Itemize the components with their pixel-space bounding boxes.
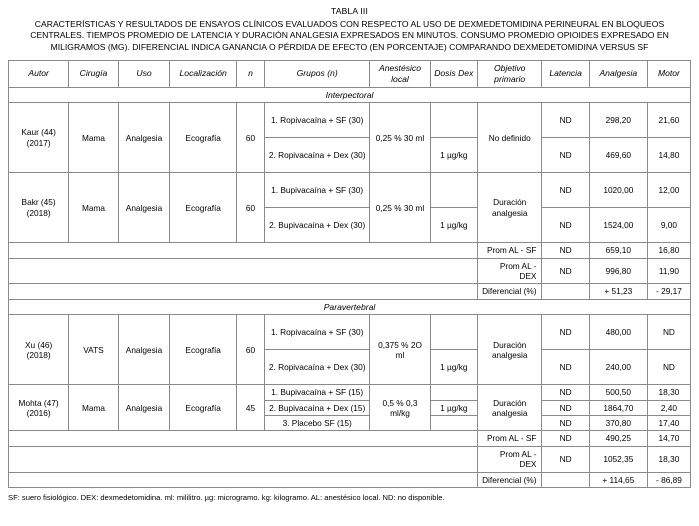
summary-label: Prom AL - SF [477, 243, 542, 258]
table-caption: CARACTERÍSTICAS Y RESULTADOS DE ENSAYOS CLÍNICOS EVALUADOS CON RESPECTO AL USO DE DEXMEDETOMIDINA PERINEURAL EN BLOQUEOS CENTRALES. TIEMPOS PROMEDIO DE LATENCIA Y DURACIÓN ANALGESIA EXPRESADOS EN MINUTOS. CONSUMO PROMEDIO OPIOIDES EXPRESADO EN MILIGRAMOS (MG). DIFERENCIAL INDICA GANANCIA O PÉRDIDA DE EFECTO (EN PORCENTAJE) COMPARANDO DEXMEDETOMIDINA VERSUS SF [30, 19, 669, 52]
summary-latencia [542, 284, 589, 299]
summary-analgesia: + 114,65 [589, 472, 647, 487]
header-row [9, 61, 691, 87]
summary-latencia: ND [542, 446, 589, 472]
cell-grupo: 2. Bupivacaína + Dex (30) [264, 208, 369, 243]
table-label: TABLA III [330, 6, 369, 16]
cell-analgesia: 298,20 [589, 103, 647, 138]
cell-grupo: 1. Ropivacaína + SF (30) [264, 315, 369, 350]
summary-analgesia: 996,80 [589, 258, 647, 284]
cell-motor: 12,00 [647, 173, 690, 208]
cell-uso: Analgesia [118, 385, 170, 431]
cell-localizacion: Ecografía [170, 103, 237, 173]
header-motor: Motor [647, 61, 690, 87]
cell-dosis [430, 385, 477, 400]
cell-dosis: 1 µg/kg [430, 138, 477, 173]
summary-label: Diferencial (%) [477, 472, 542, 487]
section-name-interpectoral: Interpectoral [9, 87, 691, 103]
cell-motor: ND [647, 315, 690, 350]
cell-analgesia: 240,00 [589, 350, 647, 385]
summary-spacer [9, 284, 478, 299]
header-objetivo-primario: Objetivo primario [477, 61, 542, 87]
cell-cirugia: Mama [69, 103, 118, 173]
cell-analgesia: 469,60 [589, 138, 647, 173]
summary-latencia: ND [542, 243, 589, 258]
cell-motor: 14,80 [647, 138, 690, 173]
summary-latencia: ND [542, 431, 589, 446]
summary-row [9, 446, 691, 472]
cell-uso: Analgesia [118, 173, 170, 243]
cell-dosis: 1 µg/kg [430, 350, 477, 385]
cell-autor: Bakr (45) (2018) [9, 173, 69, 243]
cell-analgesia: 370,80 [589, 416, 647, 431]
table-header [9, 61, 691, 87]
summary-label: Diferencial (%) [477, 284, 542, 299]
cell-autor: Xu (46) (2018) [9, 315, 69, 385]
cell-latencia: ND [542, 173, 589, 208]
cell-grupo: 1. Bupivacaína + SF (15) [264, 385, 369, 400]
cell-analgesia: 500,50 [589, 385, 647, 400]
cell-motor: 9,00 [647, 208, 690, 243]
summary-row [9, 258, 691, 284]
cell-analgesia: 1524,00 [589, 208, 647, 243]
cell-grupo: 1. Ropivacaína + SF (30) [264, 103, 369, 138]
cell-localizacion: Ecografía [170, 173, 237, 243]
cell-latencia: ND [542, 416, 589, 431]
summary-latencia: ND [542, 258, 589, 284]
cell-latencia: ND [542, 400, 589, 415]
summary-analgesia: 490,25 [589, 431, 647, 446]
table-row [9, 385, 691, 400]
cell-cirugia: Mama [69, 173, 118, 243]
cell-dosis [430, 315, 477, 350]
summary-row [9, 472, 691, 487]
cell-localizacion: Ecografía [170, 315, 237, 385]
cell-anestesico: 0,25 % 30 ml [370, 103, 430, 173]
cell-analgesia: 1020,00 [589, 173, 647, 208]
cell-anestesico: 0,375 % 2O ml [370, 315, 430, 385]
cell-latencia: ND [542, 138, 589, 173]
cell-motor: ND [647, 350, 690, 385]
header-anestesico-local: Anestésico local [370, 61, 430, 87]
cell-analgesia: 480,00 [589, 315, 647, 350]
header-cirugia: Cirugía [69, 61, 118, 87]
header-grupos: Grupos (n) [264, 61, 369, 87]
cell-n: 60 [237, 173, 265, 243]
cell-grupo: 2. Bupivacaína + Dex (15) [264, 400, 369, 415]
cell-n: 45 [237, 385, 265, 431]
header-localizacion: Localización [170, 61, 237, 87]
cell-dosis [430, 173, 477, 208]
section-header-row [9, 87, 691, 103]
header-analgesia: Analgesia [589, 61, 647, 87]
cell-latencia: ND [542, 208, 589, 243]
summary-spacer [9, 472, 478, 487]
summary-motor: 18,30 [647, 446, 690, 472]
summary-spacer [9, 258, 478, 284]
cell-grupo: 3. Placebo SF (15) [264, 416, 369, 431]
summary-row [9, 431, 691, 446]
cell-motor: 2,40 [647, 400, 690, 415]
table-footnote: SF: suero fisiológico. DEX: dexmedetomidina. ml: mililitro. µg: microgramo. kg: kilogramo. AL: anestésico local. ND: no disponible. [8, 492, 445, 502]
summary-analgesia: 1052,35 [589, 446, 647, 472]
summary-spacer [9, 446, 478, 472]
cell-grupo: 1. Bupivacaína + SF (30) [264, 173, 369, 208]
cell-motor: 17,40 [647, 416, 690, 431]
summary-motor: 14,70 [647, 431, 690, 446]
header-dosis-dex: Dosis Dex [430, 61, 477, 87]
cell-grupo: 2. Ropivacaína + Dex (30) [264, 350, 369, 385]
cell-motor: 18,30 [647, 385, 690, 400]
cell-dosis: 1 µg/kg [430, 400, 477, 415]
table-row [9, 315, 691, 350]
cell-localizacion: Ecografía [170, 385, 237, 431]
cell-latencia: ND [542, 385, 589, 400]
cell-dosis [430, 103, 477, 138]
section-name-paravertebral: Paravertebral [9, 299, 691, 315]
cell-objetivo: Duración analgesia [477, 173, 542, 243]
header-n: n [237, 61, 265, 87]
cell-uso: Analgesia [118, 315, 170, 385]
cell-anestesico: 0,25 % 30 ml [370, 173, 430, 243]
cell-n: 60 [237, 103, 265, 173]
cell-anestesico: 0,5 % 0,3 ml/kg [370, 385, 430, 431]
cell-latencia: ND [542, 315, 589, 350]
table-row [9, 103, 691, 138]
summary-spacer [9, 243, 478, 258]
cell-latencia: ND [542, 103, 589, 138]
cell-autor: Kaur (44) (2017) [9, 103, 69, 173]
summary-motor: - 86,89 [647, 472, 690, 487]
cell-autor: Mohta (47) (2016) [9, 385, 69, 431]
summary-label: Prom AL - DEX [477, 446, 542, 472]
section-header-row [9, 299, 691, 315]
cell-motor: 21,60 [647, 103, 690, 138]
results-table [8, 60, 691, 488]
summary-row [9, 284, 691, 299]
cell-n: 60 [237, 315, 265, 385]
header-uso: Uso [118, 61, 170, 87]
table-row [9, 173, 691, 208]
summary-spacer [9, 431, 478, 446]
cell-dosis [430, 416, 477, 431]
cell-dosis: 1 µg/kg [430, 208, 477, 243]
header-latencia: Latencia [542, 61, 589, 87]
summary-motor: 16,80 [647, 243, 690, 258]
cell-objetivo: Duración analgesia [477, 315, 542, 385]
cell-latencia: ND [542, 350, 589, 385]
summary-motor: 11,90 [647, 258, 690, 284]
cell-cirugia: VATS [69, 315, 118, 385]
cell-cirugia: Mama [69, 385, 118, 431]
cell-uso: Analgesia [118, 103, 170, 173]
cell-analgesia: 1864,70 [589, 400, 647, 415]
summary-label: Prom AL - SF [477, 431, 542, 446]
summary-analgesia: + 51,23 [589, 284, 647, 299]
cell-grupo: 2. Ropivacaína + Dex (30) [264, 138, 369, 173]
table-body [9, 87, 691, 487]
summary-motor: - 29,17 [647, 284, 690, 299]
summary-label: Prom AL - DEX [477, 258, 542, 284]
summary-latencia [542, 472, 589, 487]
cell-objetivo: Duración analgesia [477, 385, 542, 431]
summary-analgesia: 659,10 [589, 243, 647, 258]
header-autor: Autor [9, 61, 69, 87]
summary-row [9, 243, 691, 258]
cell-objetivo: No definido [477, 103, 542, 173]
